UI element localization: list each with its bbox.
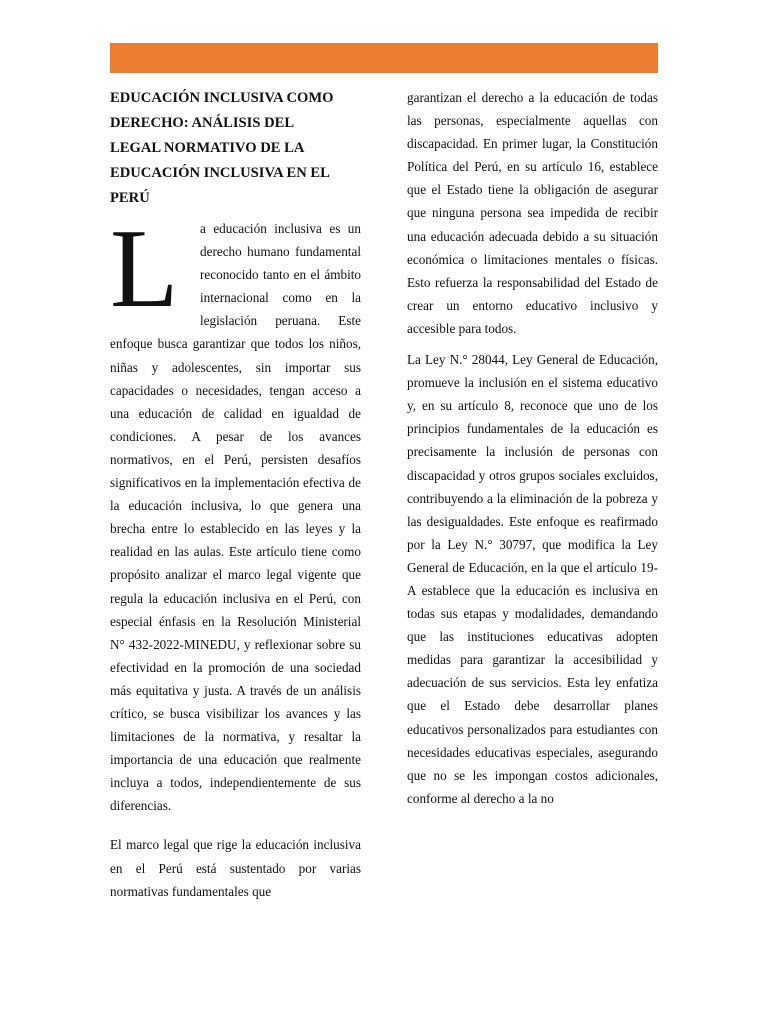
drop-cap: L: [110, 207, 179, 331]
header-accent-bar: [110, 43, 658, 73]
body-paragraph: El marco legal que rige la educación inclusiva en el Perú está sustentado por varias normativas fundamentales que: [110, 837, 361, 899]
intro-paragraph: [110, 207, 361, 817]
title-line: EDUCACIÓN INCLUSIVA COMO: [110, 90, 334, 106]
article-title: [110, 86, 361, 211]
title-line: EDUCACIÓN INCLUSIVA EN EL: [110, 165, 330, 181]
title-line: PERÚ: [110, 190, 150, 206]
title-line: LEGAL NORMATIVO DE LA: [110, 140, 305, 156]
right-column: [407, 86, 658, 810]
intro-text: a educación inclusiva es un derecho humano fundamental reconocido tanto en el ámbito internacional como en la legislación peruana. Este enfoque busca garantizar que todos los niños, niñas y adolescentes, sin importar sus capacidades o necesidades, tengan acceso a una educación de calidad en igualdad de condiciones. A pesar de los avances normativos, en el Perú, persisten desafíos significativos en la implementación efectiva de la educación inclusiva, lo que genera una brecha entre lo establecido en las leyes y la realidad en las aulas. Este artículo tiene como propósito analizar el marco legal vigente que regula la educación inclusiva en el Perú, con especial énfasis en la Resolución Ministerial N° 432-2022-MINEDU, y reflexionar sobre su efectividad en la promoción de una sociedad más equitativa y justa. A través de un análisis crítico, se busca visibilizar los avances y las limitaciones de la normativa, y resaltar la importancia de una educación que realmente incluya a todos, independientemente de sus diferencias.: [110, 221, 361, 814]
left-column: [110, 86, 361, 903]
body-paragraph-continued: garantizan el derecho a la educación de todas las personas, especialmente aquellas con discapacidad. En primer lugar, la Constitución Política del Perú, en su artículo 16, establece que el Estado tiene la obligación de asegurar que ninguna persona sea impedida de recibir una educación adecuada debido a su situación económica o limitaciones mentales o físicas. Esto refuerza la responsabilidad del Estado de crear un entorno educativo inclusivo y accesible para todos.: [407, 90, 658, 336]
title-line: DERECHO: ANÁLISIS DEL: [110, 115, 295, 131]
body-paragraph: La Ley N.° 28044, Ley General de Educación, promueve la inclusión en el sistema educativo y, en su artículo 8, reconoce que uno de los principios fundamentales de la educación es precisamente la inclusión de personas con discapacidad y otros grupos sociales excluidos, contribuyendo a la eliminación de la pobreza y las desigualdades. Este enfoque es reafirmado por la Ley N.° 30797, que modifica la Ley General de Educación, en la que el artículo 19-A establece que la educación es inclusiva en todas sus etapas y modalidades, demandando que las instituciones educativas adopten medidas para garantizar la accesibilidad y adecuación de sus servicios. Esta ley enfatiza que el Estado debe desarrollar planes educativos personalizados para estudiantes con necesidades educativas especiales, asegurando que no se les impongan costos adicionales, conforme al derecho a la no: [407, 352, 658, 806]
